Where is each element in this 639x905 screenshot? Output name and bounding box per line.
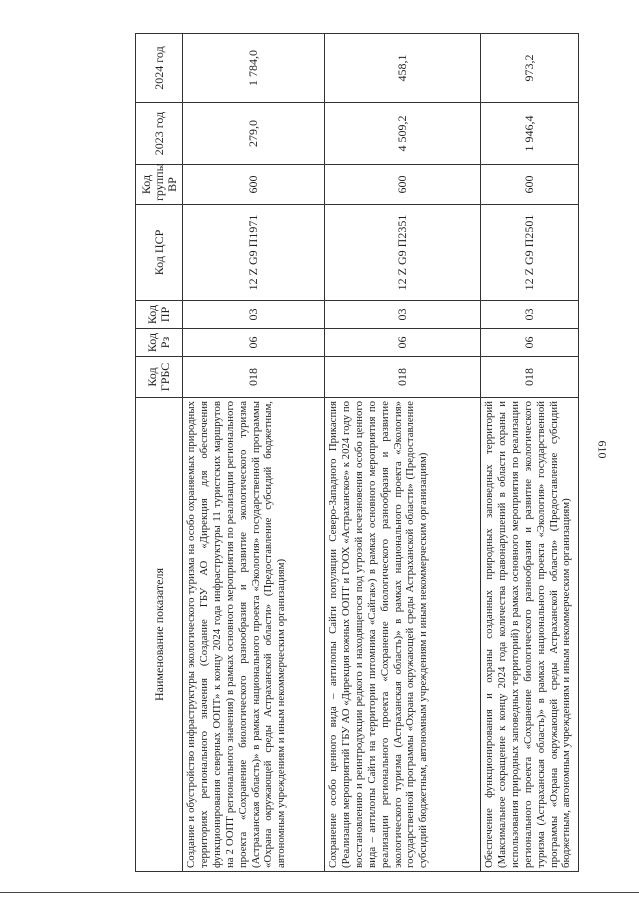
table-row (325, 34, 481, 872)
row-csr: 12 Z G9 П2351 (325, 205, 481, 301)
header-pr: Код ПР (136, 301, 183, 329)
header-grbs: Код ГРБС (136, 357, 183, 398)
row-2023: 1 946,4 (481, 103, 579, 165)
header-rz: Код Рз (136, 329, 183, 357)
row-2024: 458,1 (325, 34, 481, 103)
budget-table (135, 33, 579, 872)
row-rz: 06 (183, 329, 325, 357)
table-row (481, 34, 579, 872)
row-csr: 12 Z G9 П2501 (481, 205, 579, 301)
header-name: Наименование показателя (136, 398, 183, 872)
row-name: Сохранение особо ценного вида – антилопы Сайги популяции Северо-Западного Прикаспия (Реализация мероприятий ГБУ АО «Дирекция южных ООПТ и ГООХ «Астраханское» к 2024 году по восстановлению и реинтродукции редкого и находящегося под угрозой исчезновения особо ценного вида – антилопы Сайги на территории питомника «Сайгак») в рамках основного мероприятия по реализации регионального проекта «Сохранение биологического разнообразия и развитие экологического туризма (Астраханская область)» в рамках национального проекта «Экология» государственной программы «Охрана окружающей среды Астраханской области» (Предоставление субсидий бюджетным, автономным учреждениям и иным некоммерческим организациям) (325, 398, 481, 872)
row-2023: 4 509,2 (325, 103, 481, 165)
header-csr: Код ЦСР (136, 205, 183, 301)
row-vr: 600 (481, 165, 579, 205)
header-2023: 2023 год (136, 103, 183, 165)
row-csr: 12 Z G9 П1971 (183, 205, 325, 301)
row-vr: 600 (325, 165, 481, 205)
page-number: 610 (595, 440, 610, 459)
row-2023: 279,0 (183, 103, 325, 165)
table-row (183, 34, 325, 872)
budget-table-rotated (135, 34, 578, 872)
row-grbs: 018 (325, 357, 481, 398)
row-pr: 03 (325, 301, 481, 329)
row-2024: 1 784,0 (183, 34, 325, 103)
table-header-row (136, 34, 183, 872)
header-vr: Код группы ВР (136, 165, 183, 205)
row-grbs: 018 (481, 357, 579, 398)
row-pr: 03 (183, 301, 325, 329)
row-2024: 973,2 (481, 34, 579, 103)
row-vr: 600 (183, 165, 325, 205)
row-rz: 06 (481, 329, 579, 357)
row-grbs: 018 (183, 357, 325, 398)
row-rz: 06 (325, 329, 481, 357)
header-2024: 2024 год (136, 34, 183, 103)
row-name: Создание и обустройство инфраструктуры экологического туризма на особо охраняемых природных территориях регионального значения (Создание ГБУ АО «Дирекция для обеспечения функционирования северных ООПТ» к концу 2024 года инфраструктуры 11 туристских маршрутов на 2 ООПТ регионального значения) в рамках основного мероприятия по реализации регионального проекта «Сохранение биологического разнообразия и развитие экологического туризма (Астраханская область)» в рамках национального проекта «Экология» государственной программы «Охрана окружающей среды Астраханской области» (Предоставление субсидий бюджетным, автономным учреждениям и иным некоммерческим организациям) (183, 398, 325, 872)
row-pr: 03 (481, 301, 579, 329)
row-name: Обеспечение функционирования и охраны созданных природных заповедных территорий (Максимальное сокращение к концу 2024 года количества правонарушений в области охраны и использования природных заповедных территорий) в рамках основного мероприятия по реализации регионального проекта «Сохранение биологического разнообразия и развитие экологического туризма (Астраханская область)» в рамках национального проекта «Экология» государственной программы «Охрана окружающей среды Астраханской области» (Предоставление субсидий бюджетным, автономным учреждениям и иным некоммерческим организациям) (481, 398, 579, 872)
page-bottom-rule (0, 892, 639, 893)
